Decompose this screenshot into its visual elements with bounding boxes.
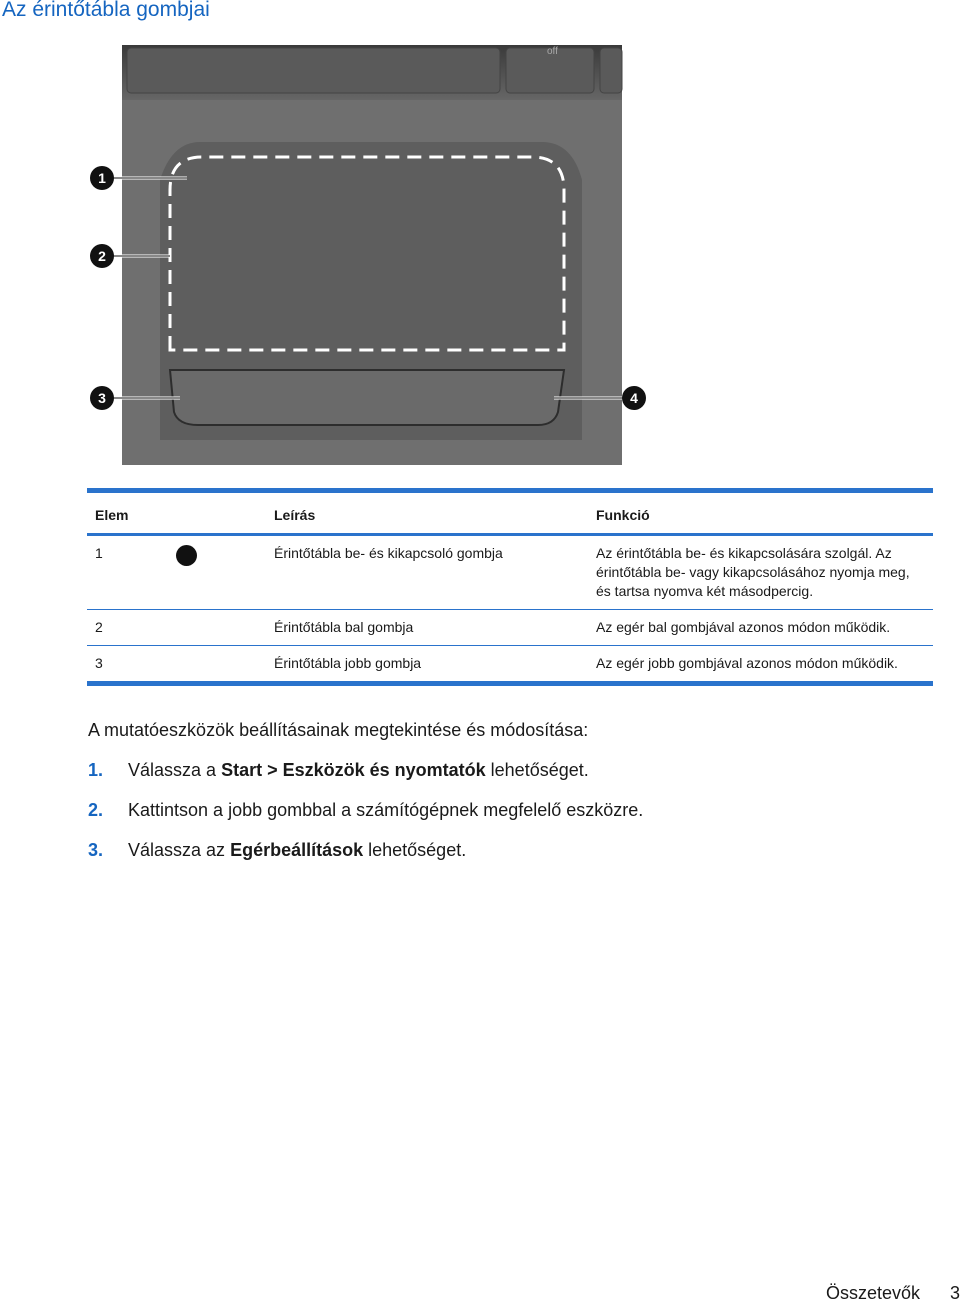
- touchpad-button-bar: [170, 370, 564, 425]
- step-number: 3.: [88, 840, 104, 860]
- step-text-end: lehetőséget.: [485, 760, 589, 780]
- page-number: 3: [949, 1283, 960, 1303]
- table-row: [87, 535, 933, 610]
- item-function: Az érintőtábla be- és kikapcsolására szolgál. Az érintőtábla be- vagy kikapcsolásához nyomja meg, és tartsa nyomva két másodpercig.: [596, 545, 910, 599]
- step-text-end: lehetőséget.: [363, 840, 467, 860]
- item-description: Érintőtábla jobb gombja: [274, 655, 422, 671]
- instructions-intro: A mutatóeszközök beállításainak megtekintése és módosítása:: [88, 720, 589, 740]
- power-button-icon: [176, 545, 197, 566]
- item-function: Az egér bal gombjával azonos módon működik.: [596, 619, 891, 635]
- touchpad-figure: [82, 40, 662, 470]
- svg-text:3: 3: [98, 390, 106, 406]
- step-text: Kattintson a jobb gombbal a számítógépnek megfelelő eszközre.: [128, 800, 644, 820]
- footer-section: Összetevők: [825, 1283, 920, 1303]
- callout-1: [90, 166, 114, 190]
- page-footer: [826, 1283, 960, 1304]
- page-heading: Az érintőtábla gombjai: [2, 0, 210, 21]
- svg-text:2: 2: [98, 248, 106, 264]
- header-description: Leírás: [274, 507, 316, 523]
- step-number: 1.: [88, 760, 104, 780]
- table-row: [87, 610, 933, 646]
- item-number: 1: [95, 545, 103, 561]
- item-function: Az egér jobb gombjával azonos módon működik.: [596, 655, 898, 671]
- table-header-row: [87, 493, 933, 535]
- table-bottom-rule: [87, 681, 933, 686]
- touchpad-illustration: [82, 40, 662, 470]
- step-text: Válassza a: [128, 760, 222, 780]
- callout-4: [622, 386, 646, 410]
- item-number: 3: [95, 655, 103, 671]
- header-item: Elem: [95, 507, 129, 523]
- step-item: [88, 800, 643, 840]
- callout-3: [90, 386, 114, 410]
- step-item: [88, 760, 643, 800]
- header-function: Funkció: [596, 507, 650, 523]
- item-description: Érintőtábla be- és kikapcsoló gombja: [274, 545, 503, 561]
- components-table: [87, 488, 933, 686]
- instruction-steps: [88, 760, 643, 880]
- step-bold-text: Egérbeállítások: [230, 840, 364, 860]
- item-description: Érintőtábla bal gombja: [274, 619, 414, 635]
- item-number: 2: [95, 619, 103, 635]
- key-label: off: [547, 46, 558, 57]
- table-row: [87, 646, 933, 682]
- step-bold-text: Start > Eszközök és nyomtatók: [221, 760, 486, 780]
- step-text: Válassza az: [128, 840, 231, 860]
- step-item: [88, 840, 643, 880]
- svg-text:1: 1: [98, 170, 106, 186]
- step-number: 2.: [88, 800, 104, 820]
- svg-text:4: 4: [630, 390, 638, 406]
- callout-2: [90, 244, 114, 268]
